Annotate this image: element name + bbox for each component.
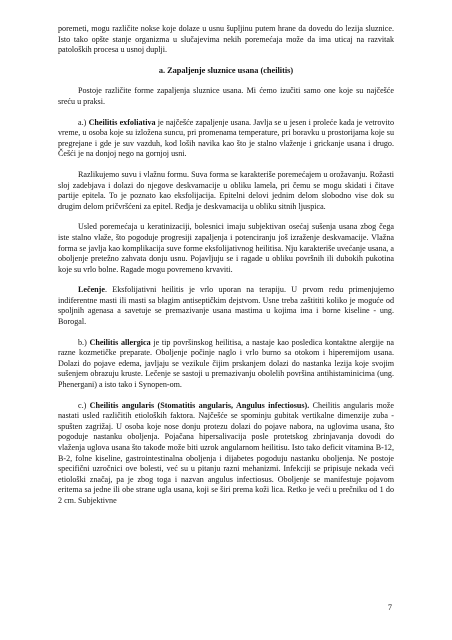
paragraph-text: je najčešće zapaljenje usana. Javlja se u jesen i proleće kada je vetrovito vreme, u osoba koje su izložena suncu, pri promenama temperature, pri boravku u prostorijama koje su pregrejane i gde je suv vazduh, kod loših navika kao što je stalno vlaženje i grickanje usana i drugo. Češći je na donjoj nego na gornjoj usni. — [58, 117, 394, 159]
item-prefix: c.) — [78, 400, 90, 410]
item-prefix: a.) — [78, 117, 89, 127]
paragraph-treatment — [58, 285, 394, 327]
paragraph-allergica — [58, 338, 394, 391]
term-treatment: Lečenje — [78, 285, 105, 295]
paragraph-text: Cheilitis angularis može nastati usled različitih etioloških faktora. Najčešće se spominju gubitak vertikalne dimenzije zuba - spušten zagrižaj. U osoba koje nose donju protezu dolazi do pojave nabora, na uglovima usana, što pogoduje nastanku oboljenja. Pojačana hipersalivacija posle protetskog zbrinjavanja dovodi do vlaženja uglova usana što takođe može biti uzrok angularnom heilitisu. Isto tako deficit vitamina B-12, B-2, folne kiseline, gastrointestinalna oboljenja i dijabetes pogoduju nastanku oboljenja. Ne postoje specifični uzročnici ove bolesti, već su u pitanju razni mehanizmi. Infekciji se pripisuje nekada veći etiološki značaj, pa je zbog toga i nazvan angulus infectiosus. Oboljenje se manifestuje pojavom eritema sa jedne ili obe strane ugla usana, koji se širi prema koži lica. Retko je veći u prečniku od 1 do 2 cm. Subjektivne — [58, 400, 394, 505]
paragraph-text: je tip površinskog heilitisa, a nastaje kao posledica kontaktne alergije na razne kozmetičke preparate. Oboljenje počinje naglo i vrlo burno sa otokom i hiperemijom usana. Dolazi do pojave edema, javljaju se vezikule čijim prskanjem dolazi do nastanka lezija koje svojim sušenjem obrazuju kruste. Lečenje se sastoji u premazivanju obolelih površina antihistaminicima (ung. Phenergani) a isto tako i Synopen-om. — [58, 337, 395, 390]
paragraph-intro: poremeti, mogu različite nokse koje dolaze u usnu šupljinu putem hrane da dovedu do lezija sluznice. Isto tako opšte stanje organizma u slučajevima nekih poremećaja može da ima uticaj na razvitak patoloških procesa u usnoj duplji. — [58, 24, 394, 55]
page-number: 7 — [387, 603, 392, 612]
paragraph-forms: Postoje različite forme zapaljenja sluznice usana. Mi ćemo izučiti samo one koje su najčešće sreću u praksi. — [58, 86, 394, 106]
item-prefix: b.) — [78, 337, 90, 347]
paragraph-text: . Eksfolijativni heilitis je vrlo uporan na terapiju. U prvom redu primenjujemo indiferentne masti ili masti sa blagim antiseptičkim dejstvom. Usne treba zaštititi koliko je moguće od spoljnih agenasa a savetuje se premazivanje usana mastima u kojima ima i borne kiseline - ung. Borogal. — [58, 285, 394, 327]
section-heading: a. Zapaljenje sluznice usana (cheilitis) — [158, 65, 294, 75]
term-angularis: Cheilitis angularis (Stomatitis angularis, Angulus infectiosus). — [89, 400, 310, 410]
term-exfoliativa: Cheilitis exfoliativa — [88, 117, 156, 127]
paragraph-exfoliativa — [58, 118, 394, 160]
term-allergica: Cheilitis allergica — [89, 337, 151, 347]
paragraph-keratinization: Usled poremećaja u keratinizaciji, bolesnici imaju subjektivan osećaj sušenja usana zbog čega iste stalno vlaže, što pogoduje progresiji zapaljenja i potenciranju još izraženje deskvamacije. Vlažna forma se javlja kao komplikacija suve forme eksfolijativnog heilitisa. Nju karakteriše uvećanje usana, a oboljenje pretežno zahvata donju usnu. Pojavljuju se i ragade u obliku površnih ili dubokih pukotina koje su vrlo bolne. Ragade mogu povremeno krvaviti. — [58, 222, 394, 274]
paragraph-dry-wet-forms: Razlikujemo suvu i vlažnu formu. Suva forma se karakteriše poremećajem u orožavanju. Rožasti sloj zadebjava i dolazi do njegove deskvamacije u obliku lamela, pri čemu se mogu skidati i čitave partije epitela. To je poznato kao eksfolijacija. Epitelni delovi jednim delom slobodno vise dok su drugim delom pričvršćeni za epitel. Ređja je deskvamacija u obliku sitnih ljuspica. — [58, 169, 394, 211]
paragraph-angularis — [58, 401, 394, 507]
